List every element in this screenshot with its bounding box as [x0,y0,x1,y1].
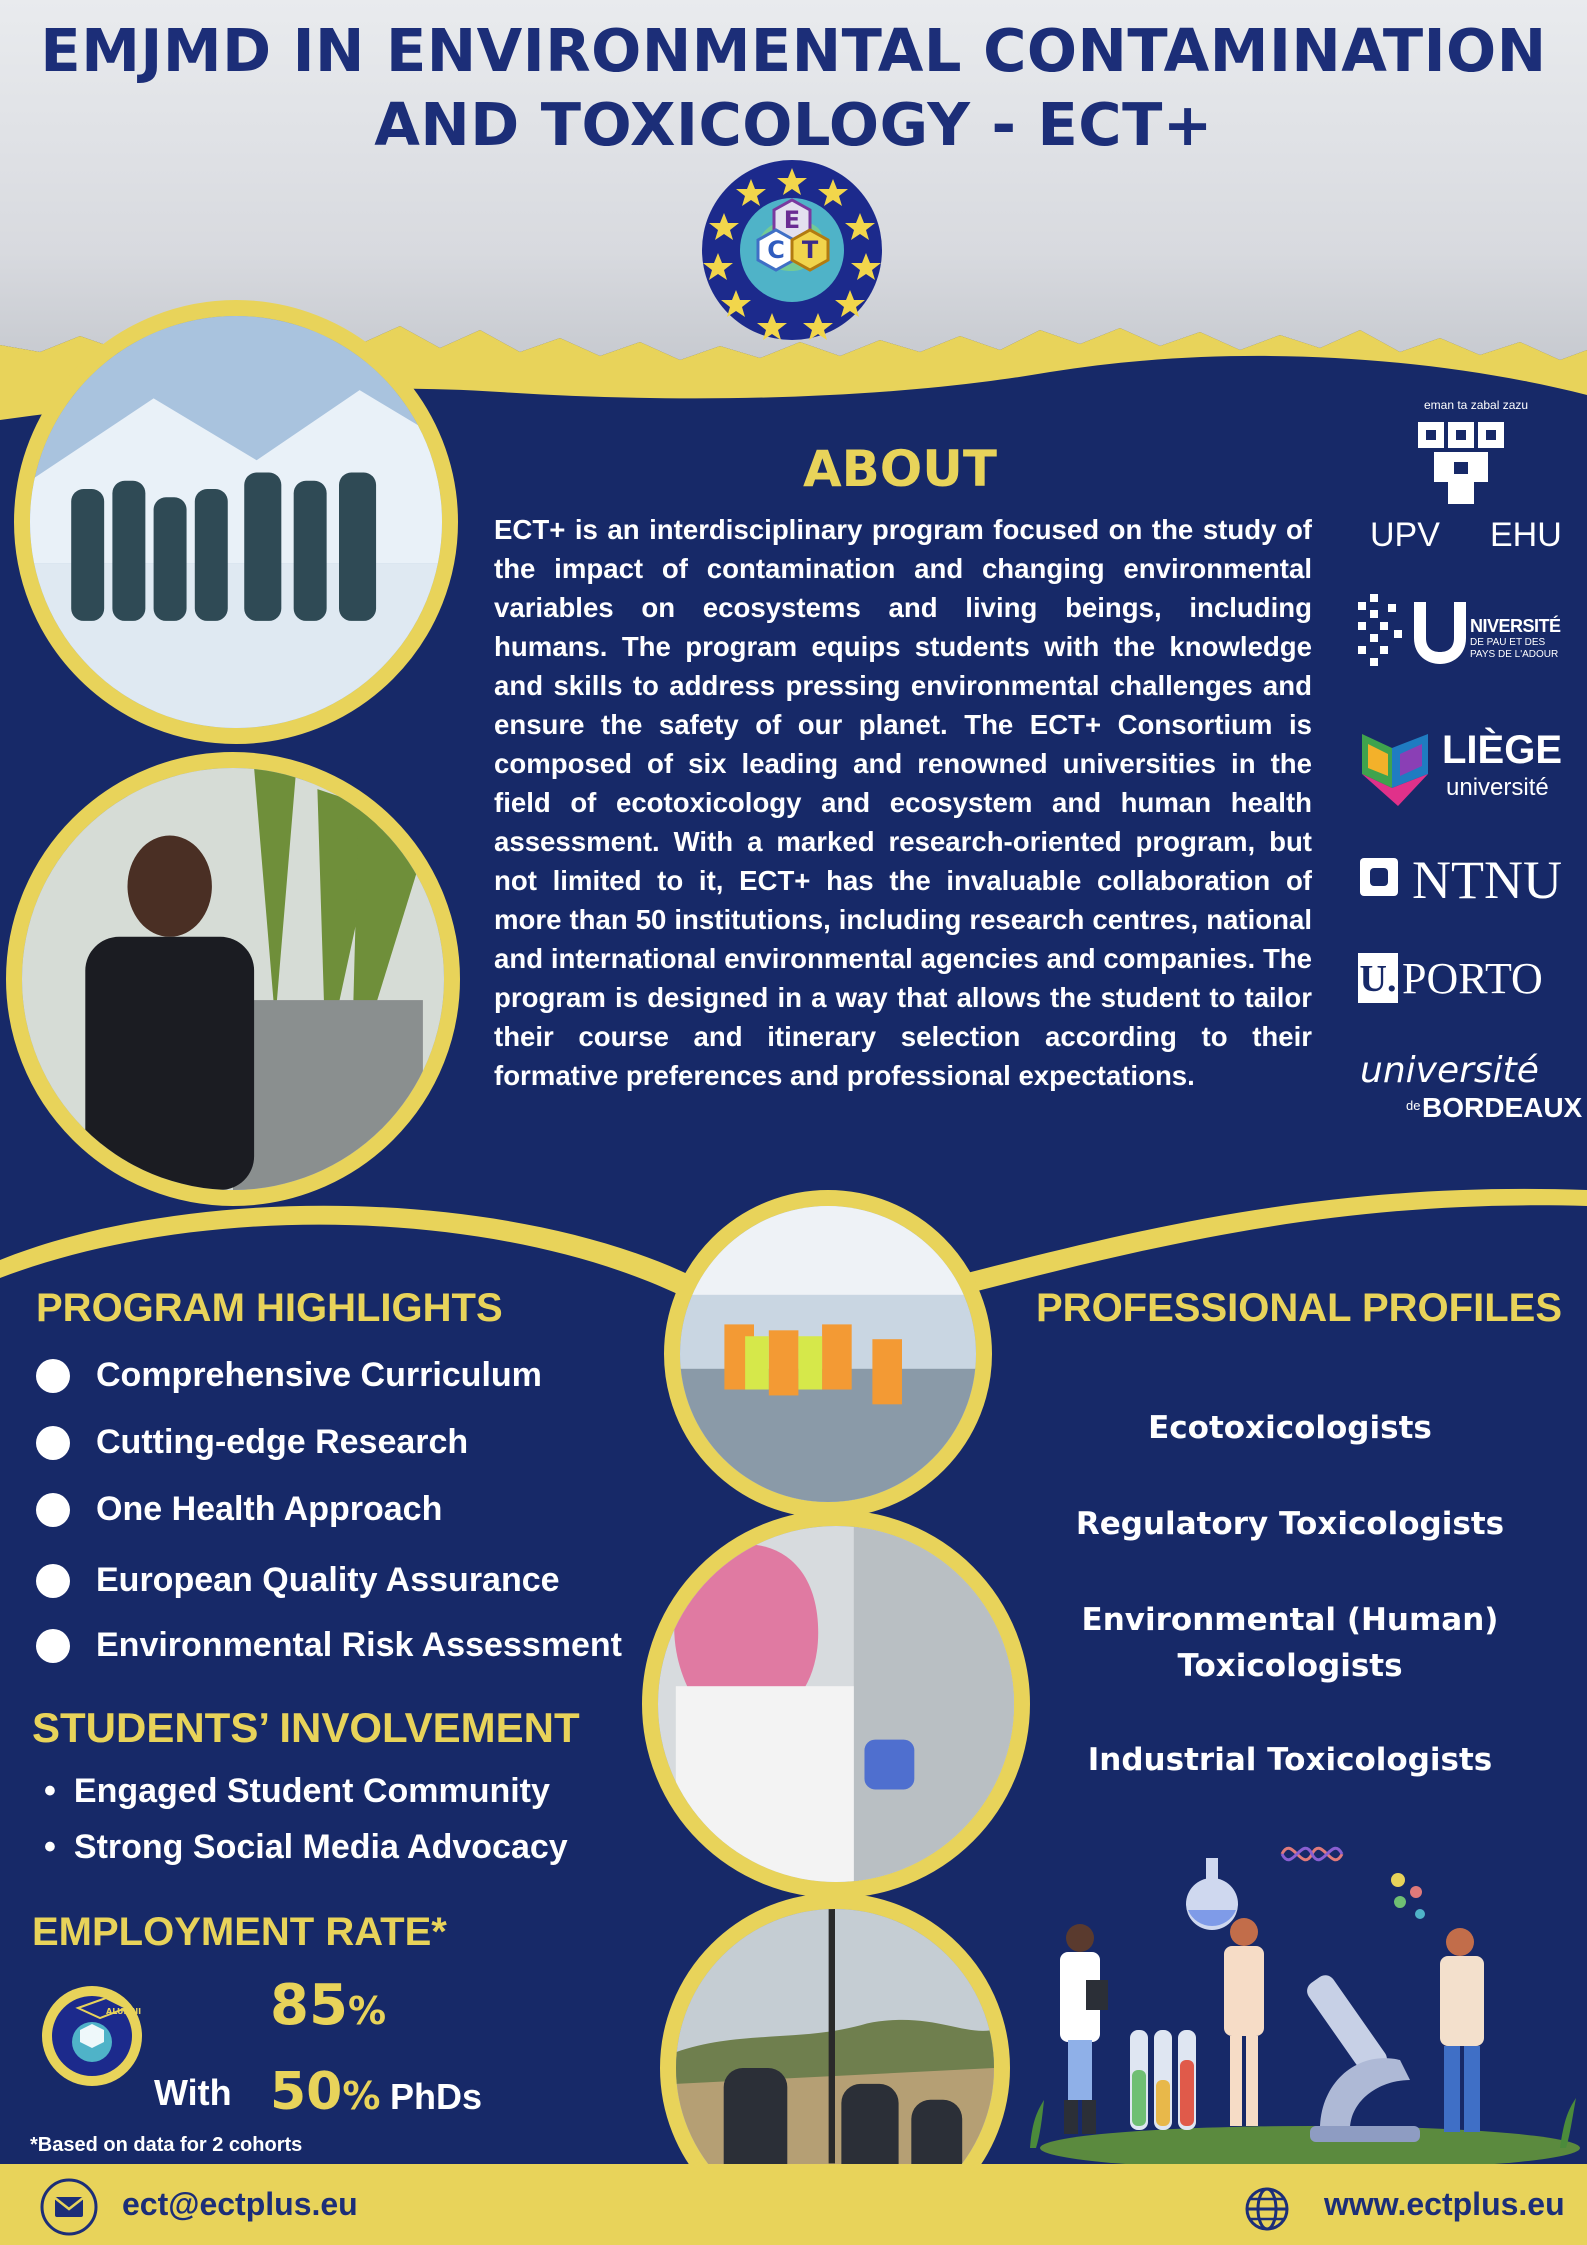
dna-icon [1282,1848,1342,1860]
uppa-sub2-label: PAYS DE L'ADOUR [1470,649,1559,660]
scientist-figure [1060,1924,1108,2134]
photo-arctic-group [14,300,458,744]
profile-label: Ecotoxicologists [1148,1410,1432,1446]
photo-ship-deck-group [664,1190,992,1518]
rate-unit: % [347,1989,387,2033]
highlight-item [36,1490,442,1529]
upv-ehu-logo [1360,398,1560,568]
with-label: With [154,2072,232,2113]
globe-icon[interactable] [1244,2186,1290,2232]
phd-number: 50 [270,2062,343,2122]
bordeaux-top-label: université [1360,1050,1539,1091]
employment-heading: EMPLOYMENT RATE* [32,1910,447,1954]
ntnu-square-icon [1360,858,1398,896]
employment-rate-value [270,1973,387,2041]
liege-sub-label: université [1446,774,1549,801]
highlight-item [36,1561,560,1600]
uppa-sub1-label: DE PAU ET DES [1470,637,1546,648]
profile-item [1040,1501,1540,1547]
profile-item [1040,1597,1540,1689]
uppa-u-icon [1410,598,1470,668]
uppa-pixel-icon [1358,594,1416,674]
about-heading: ABOUT [802,440,998,498]
upv-tagline: eman ta zabal zazu [1424,398,1529,412]
uporto-badge: U. [1358,953,1398,1003]
uporto-logo [1358,953,1578,1009]
highlight-item [36,1356,542,1395]
student-item: • Engaged Student Community [44,1772,550,1811]
highlight-label: Comprehensive Curriculum [96,1356,542,1394]
highlight-label: Environmental Risk Assessment [96,1626,622,1664]
page-title [0,14,1587,162]
highlight-label: Cutting-edge Research [96,1423,469,1461]
scientist-figure [1224,1918,1264,2126]
student-item: • Strong Social Media Advocacy [44,1828,568,1867]
profiles-heading: PROFESSIONAL PROFILES [1036,1286,1562,1330]
students-heading: STUDENTS’ INVOLVEMENT [32,1704,580,1751]
highlight-item [36,1423,468,1462]
phd-unit: % [342,2074,381,2118]
bullet-dot-icon [36,1426,70,1460]
ntnu-logo [1360,850,1580,914]
email-icon[interactable] [40,2178,98,2236]
highlights-list [36,1356,656,1676]
logo-letter-c: C [767,236,785,264]
uppa-main-label: NIVERSITÉ [1470,616,1561,636]
flask-icon [1186,1858,1238,1930]
scientist-figure [1440,1928,1484,2132]
ehu-label: EHU [1490,516,1562,554]
highlight-label: One Health Approach [96,1490,443,1528]
scientists-illustration [1020,1830,1580,2170]
bullet-dot-icon [36,1564,70,1598]
phd-label: PhDs [390,2076,483,2117]
website-link[interactable]: www.ectplus.eu [1324,2186,1565,2222]
liege-logo [1362,728,1572,808]
highlight-label: European Quality Assurance [96,1561,560,1599]
upv-emblem-icon [1414,418,1508,508]
profile-label: Industrial Toxicologists [1087,1742,1493,1778]
footnote: *Based on data for 2 cohorts [30,2134,303,2156]
rate-number: 85 [270,1973,348,2038]
liege-cube-icon [1362,728,1434,808]
logo-letter-t: T [801,236,819,264]
highlight-item [36,1626,622,1665]
bordeaux-logo [1360,1050,1583,1126]
test-tubes-icon [1130,2030,1196,2130]
email-link[interactable]: ect@ectplus.eu [122,2186,358,2222]
profile-label-line1: Environmental (Human) [1081,1602,1499,1638]
alumni-badge-icon [40,1984,144,2088]
highlights-heading: PROGRAM HIGHLIGHTS [36,1286,503,1330]
ect-logo [700,158,884,342]
liege-main-label: LIÈGE [1442,728,1563,772]
profile-label: Regulatory Toxicologists [1075,1506,1505,1542]
alumni-badge-text: ALUMNI [106,2007,142,2016]
microscope-icon [1303,1971,1420,2142]
bullet-dot-icon [36,1493,70,1527]
about-text: ECT+ is an interdisciplinary program focused on the study of the impact of contamination and changing environmental variables on ecosystems and living beings, including humans. The program equips students with the knowledge and skills to address pressing environmental challenges and ensure the safety of our planet. The ECT+ Consortium is composed of six leading and renowned universities in the field of ecotoxicology and ecosystem and human health assessment. With a marked research-oriented program, but not limited to it, ECT+ has the invaluable collaboration of more than 50 institutions, including research centres, national and international environmental agencies and companies. The program is designed in a way that allows the student to tailor their course and itinerary selection according to their formative preferences and professional expectations. [494,514,1312,1091]
photo-lab-researcher [642,1510,1030,1898]
photo-student-plants [6,752,460,1206]
bullet-dot-icon [36,1629,70,1663]
uppa-logo [1358,594,1580,674]
logo-letter-e: E [783,206,801,234]
bullet-dot-icon [36,1359,70,1393]
title-line-2: AND TOXICOLOGY - ECT+ [374,90,1213,159]
profile-item [1040,1737,1540,1783]
upv-label: UPV [1370,516,1440,554]
phd-rate [270,2062,482,2122]
profile-label-line2: Toxicologists [1177,1648,1403,1684]
profile-item [1040,1405,1540,1451]
molecule-icon [1391,1873,1425,1919]
bordeaux-main-label: BORDEAUX [1422,1092,1583,1123]
bordeaux-de-label: de [1406,1098,1421,1113]
ntnu-label: NTNU [1412,850,1562,910]
uporto-label: PORTO [1402,954,1543,1003]
title-line-1: EMJMD IN ENVIRONMENTAL CONTAMINATION [40,16,1547,85]
